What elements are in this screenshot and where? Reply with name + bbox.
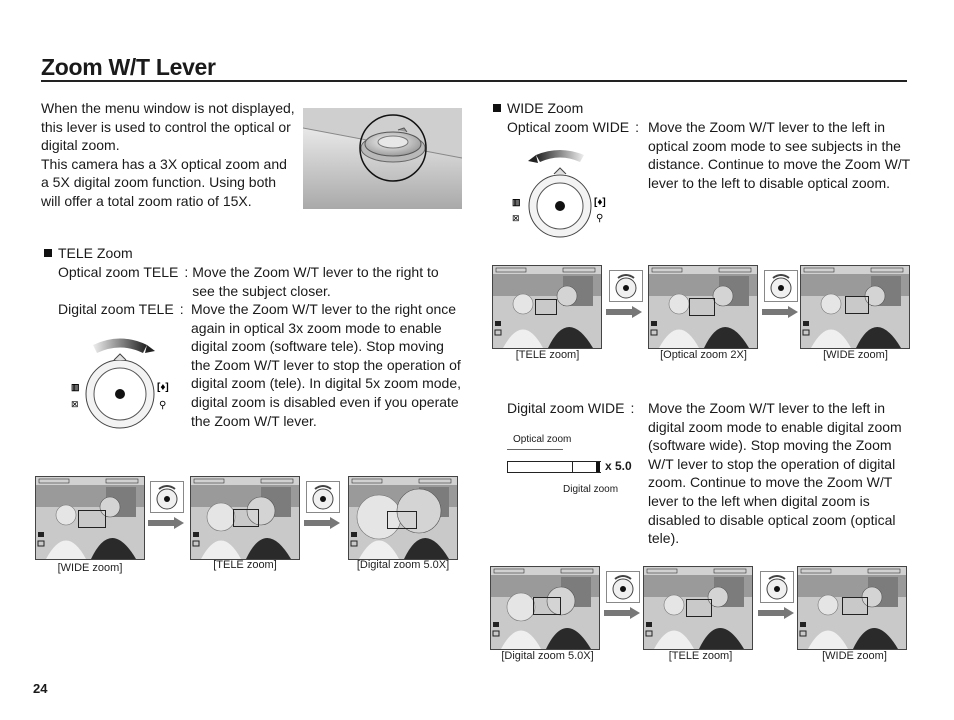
photo-caption: [WIDE zoom] — [57, 562, 123, 574]
zoom-bar-digital-label: Digital zoom — [563, 484, 619, 495]
wide-zoom-heading: WIDE Zoom — [493, 100, 583, 116]
photo-caption: [Digital zoom 5.0X] — [501, 650, 594, 662]
photo-caption: [WIDE zoom] — [822, 650, 887, 662]
page-number: 24 — [33, 681, 48, 696]
intro-paragraph: When the menu window is not displayed, this lever is used to control the optical or digital zoom. This camera has a 3X optical zoom and a 5X digital zoom function. Using both will offer a total zoom ratio of 15X. — [41, 100, 295, 209]
zoom-frame-indicator — [686, 599, 712, 617]
arrow-right-icon — [762, 305, 798, 323]
mini-zoom-dial-icon — [760, 571, 794, 603]
tele-digital-desc: Move the Zoom W/T lever to the right once again in optical 3x zoom mode to enable digital zoom (software tele). Stop moving the Zoom W/T lever to stop the operation of digital zoom (tele). In digital 5x zoom mode, digital zoom is disabled even if you operate the Zoom W/T lever. — [191, 301, 462, 429]
tele-optical-row: Optical zoom TELE : Move the Zoom W/T lever to the right to see the subject closer. — [58, 263, 460, 300]
svg-text:⚲: ⚲ — [159, 400, 167, 411]
svg-text:⊠: ⊠ — [512, 213, 520, 223]
photo-caption: [TELE zoom] — [668, 650, 733, 662]
zoom-frame-indicator — [233, 509, 259, 527]
zoom-frame-indicator — [78, 510, 106, 528]
wide-optical-desc: Move the Zoom W/T lever to the left in optical zoom mode to see subjects in the distance. Continue to move the Zoom W/T lever to the left to disable optical zoom. — [648, 119, 910, 191]
mini-zoom-dial-icon — [150, 481, 184, 513]
title-rule — [41, 80, 907, 82]
zoom-example-photo — [797, 566, 907, 650]
zoom-example-photo — [348, 476, 458, 560]
zoom-bar-value: x 5.0 — [605, 459, 632, 473]
tele-optical-label: Optical zoom TELE — [58, 264, 179, 280]
zoom-bar-marker — [596, 462, 600, 472]
photo-caption: [Digital zoom 5.0X] — [356, 559, 450, 571]
arrow-right-icon — [606, 305, 642, 323]
arrow-right-icon — [604, 606, 640, 624]
zoom-example-photo — [35, 476, 145, 560]
arrow-right-icon — [304, 516, 340, 534]
tele-zoom-heading: TELE Zoom — [44, 245, 133, 261]
photo-caption: [WIDE zoom] — [823, 349, 888, 361]
svg-text:▥: ▥ — [71, 382, 80, 392]
zoom-dial-wide-diagram — [510, 143, 615, 241]
zoom-bar-leader — [507, 449, 563, 450]
zoom-frame-indicator — [535, 299, 557, 315]
digital-wide-desc: Move the Zoom W/T lever to the left in digital zoom mode to enable digital zoom (software wide). Stop moving the Zoom W/T lever to stop the operation of digital zoom. Continue to move the Zoom W/T lever to the left when digital zoom is disabled to disable optical zoom (optical tele). — [648, 400, 902, 547]
photo-caption: [TELE zoom] — [515, 349, 580, 361]
zoom-dial-tele-diagram — [65, 330, 180, 440]
zoom-frame-indicator — [689, 298, 715, 316]
svg-text:[♦]: [♦] — [157, 382, 169, 393]
zoom-example-photo — [648, 265, 758, 349]
zoom-bar — [507, 461, 601, 473]
bullet-square-icon — [493, 104, 501, 112]
photo-caption: [TELE zoom] — [213, 559, 277, 571]
digital-wide-label: Digital zoom WIDE : — [507, 400, 635, 416]
zoom-example-photo — [800, 265, 910, 349]
svg-text:▥: ▥ — [512, 197, 521, 207]
svg-text:⚲: ⚲ — [596, 213, 604, 224]
zoom-example-photo — [490, 566, 600, 650]
zoom-bar-optical-label: Optical zoom — [513, 434, 572, 445]
zoom-example-photo — [643, 566, 753, 650]
zoom-frame-indicator — [533, 597, 561, 615]
svg-text:⊠: ⊠ — [71, 399, 79, 409]
mini-zoom-dial-icon — [764, 270, 798, 302]
tele-optical-desc: Move the Zoom W/T lever to the right to see the subject closer. — [192, 264, 439, 299]
zoom-frame-indicator — [845, 296, 869, 314]
arrow-right-icon — [148, 516, 184, 534]
bullet-square-icon — [44, 249, 52, 257]
mini-zoom-dial-icon — [306, 481, 340, 513]
zoom-example-photo — [492, 265, 602, 349]
photo-caption: [Optical zoom 2X] — [660, 349, 747, 361]
mini-zoom-dial-icon — [606, 571, 640, 603]
wide-optical-label: Optical zoom WIDE : — [507, 119, 640, 135]
svg-text:[♦]: [♦] — [594, 197, 606, 208]
tele-digital-label: Digital zoom TELE : — [58, 301, 184, 317]
camera-lever-photo — [303, 108, 462, 209]
arrow-right-icon — [758, 606, 794, 624]
zoom-example-photo — [190, 476, 300, 560]
zoom-frame-indicator — [387, 511, 417, 529]
zoom-frame-indicator — [842, 597, 868, 615]
mini-zoom-dial-icon — [609, 270, 643, 302]
page-title: Zoom W/T Lever — [41, 54, 216, 80]
